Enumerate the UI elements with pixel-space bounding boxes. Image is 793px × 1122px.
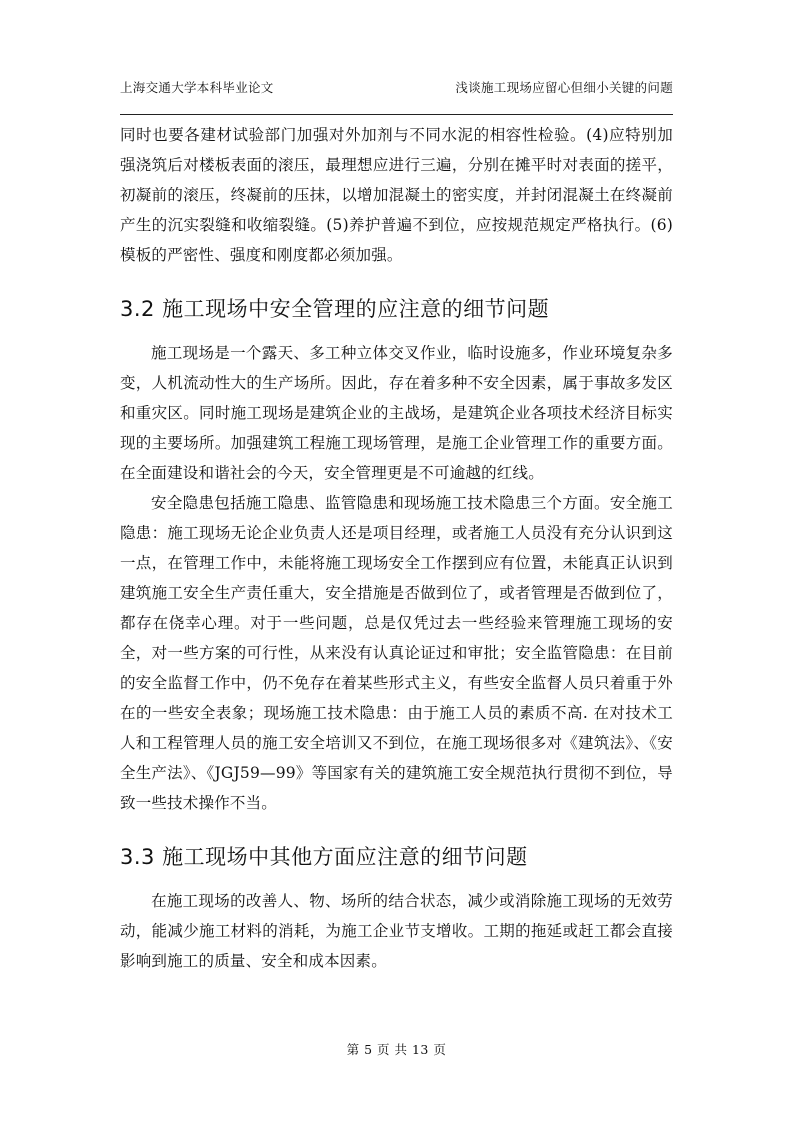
page-number: 第 5 页 共 13 页 <box>346 1042 447 1057</box>
header-thesis-label: 上海交通大学本科毕业论文 <box>120 80 274 95</box>
section-3-3-heading: 3.3 施工现场中其他方面应注意的细节问题 <box>120 845 528 869</box>
section-3-2-paragraph-1: 施工现场是一个露天、多工种立体交叉作业，临时设施多，作业环境复杂多变，人机流动性大的生产场所。因此，存在着多种不安全因素，属于事故多发区和重灾区。同时施工现场是建筑企业的主战场，是建筑企业各项技术经济目标实现的主要场所。加强建筑工程施工现场管理，是施工企业管理工作的重要方面。在全面建设和谐社会的今天，安全管理更是不可逾越的红线。 <box>120 344 673 482</box>
page-header <box>120 76 673 115</box>
page-footer <box>0 1040 793 1058</box>
section-3-2-heading: 3.2 施工现场中安全管理的应注意的细节问题 <box>120 297 550 321</box>
section-3-3-paragraph-1: 在施工现场的改善人、物、场所的结合状态，减少或消除施工现场的无效劳动，能减少施工材料的消耗，为施工企业节支增收。工期的拖延或赶工都会直接影响到施工的质量、安全和成本因素。 <box>120 892 673 970</box>
page-content <box>120 120 673 976</box>
section-3-2-paragraph-2: 安全隐患包括施工隐患、监管隐患和现场施工技术隐患三个方面。安全施工隐患：施工现场无论企业负责人还是项目经理，或者施工人员没有充分认识到这一点，在管理工作中，未能将施工现场安全工作摆到应有位置，未能真正认识到建筑施工安全生产责任重大，安全措施是否做到位了，或者管理是否做到位了，都存在侥幸心理。对于一些问题，总是仅凭过去一些经验来管理施工现场的安全，对一些方案的可行性，从来没有认真论证过和审批；安全监管隐患：在目前的安全监督工作中，仍不免存在着某些形式主义，有些安全监督人员只着重于外在的一些安全表象；现场施工技术隐患：由于施工人员的素质不高. 在对技术工人和工程管理人员的施工安全培训又不到位，在施工现场很多对《建筑法》、《安全生产法》、《JGJ59—99》等国家有关的建筑施工安全规范执行贯彻不到位，导致一些技术操作不当。 <box>120 494 673 812</box>
intro-paragraph: 同时也要各建材试验部门加强对外加剂与不同水泥的相容性检验。(4)应特别加强浇筑后对楼板表面的滚压，最理想应进行三遍，分别在摊平时对表面的搓平，初凝前的滚压，终凝前的压抹，以增加混凝土的密实度，并封闭混凝土在终凝前产生的沉实裂缝和收缩裂缝。(5)养护普遍不到位，应按规范规定严格执行。(6)模板的严密性、强度和刚度都必须加强。 <box>120 126 673 264</box>
header-paper-title: 浅谈施工现场应留心但细小关键的问题 <box>455 80 673 95</box>
